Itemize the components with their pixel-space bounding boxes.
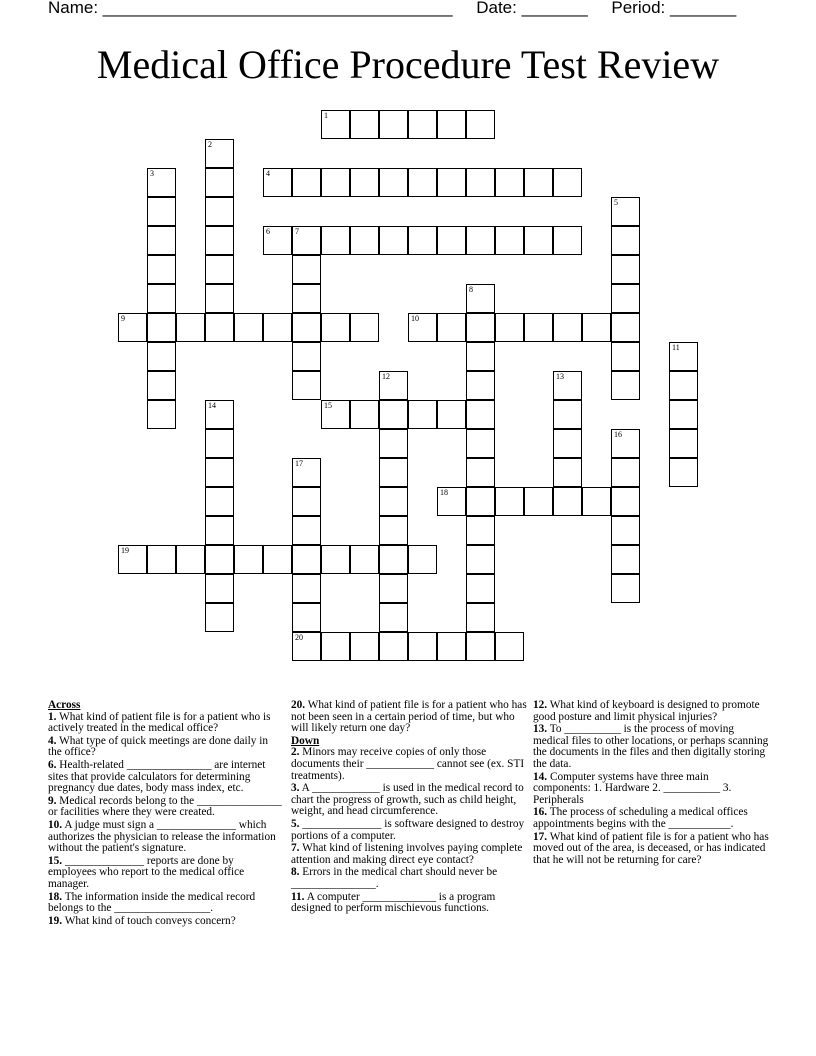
clue-number: 17 [295,459,303,468]
grid-cell[interactable] [553,226,582,255]
clue-label: 11. [291,890,305,903]
grid-cell[interactable] [205,487,234,516]
grid-cell[interactable] [379,516,408,545]
grid-cell[interactable] [205,197,234,226]
grid-cell[interactable] [669,458,698,487]
clue [533,807,769,830]
grid-cell[interactable] [611,255,640,284]
grid-cell[interactable] [379,168,408,197]
grid-cell[interactable] [553,168,582,197]
grid-cell[interactable] [582,487,611,516]
grid-cell[interactable] [350,226,379,255]
grid-cell[interactable] [437,632,466,661]
clue-number: 2 [208,140,212,149]
grid-cell[interactable] [408,168,437,197]
grid-cell[interactable] [205,516,234,545]
grid-cell[interactable] [466,400,495,429]
grid-cell[interactable] [350,110,379,139]
grid-cell[interactable] [669,371,698,400]
grid-cell[interactable] [379,458,408,487]
grid-cell[interactable] [321,168,350,197]
clue-text: A computer _____________ is a program designed to perform mischievous functions. [291,890,496,915]
grid-cell[interactable] [553,458,582,487]
grid-cell[interactable] [147,545,176,574]
grid-cell[interactable] [379,487,408,516]
grid-cell[interactable] [205,226,234,255]
clue [48,856,284,891]
grid-cell[interactable] [321,226,350,255]
clue-label: 10. [48,818,63,831]
grid-cell[interactable] [466,110,495,139]
clue-text: What type of quick meetings are done daily in the office? [48,734,269,759]
clue-number: 11 [672,343,680,352]
grid-cell[interactable] [408,226,437,255]
clue [533,700,769,723]
clue-label: 2. [291,746,300,759]
grid-cell[interactable] [205,603,234,632]
grid-cell[interactable] [553,487,582,516]
grid-cell[interactable] [234,313,263,342]
clue-number: 8 [469,285,473,294]
grid-cell[interactable] [611,487,640,516]
clue-number: 15 [324,401,332,410]
grid-cell[interactable] [205,313,234,342]
grid-cell[interactable] [350,313,379,342]
clue [48,796,284,819]
clue [533,724,769,770]
grid-cell[interactable] [292,603,321,632]
grid-cell[interactable] [147,400,176,429]
clue [48,892,284,915]
grid-cell[interactable] [118,545,147,574]
grid-cell[interactable] [176,313,205,342]
grid-cell[interactable] [292,458,321,487]
grid-cell[interactable] [321,313,350,342]
clue-label: 7. [291,842,300,855]
clue-text: What kind of patient file is for a patient who is actively treated in the medical office? [48,710,271,735]
grid-cell[interactable] [147,226,176,255]
grid-cell[interactable] [466,371,495,400]
grid-cell[interactable] [437,110,466,139]
grid-cell[interactable] [379,429,408,458]
clue-text: What kind of keyboard is designed to promote good posture and limit physical injuries? [533,699,760,723]
clue-label: 8. [291,866,300,879]
grid-cell[interactable] [350,400,379,429]
clue-text: To __________ is the process of moving medical files to other locations, or perhaps scanning the documents in the files and then digitally storing the data. [533,723,769,770]
clue-number: 7 [295,227,299,236]
clue-number: 19 [121,546,129,555]
grid-cell[interactable] [147,313,176,342]
grid-cell[interactable] [669,342,698,371]
clue-text: What kind of patient file is for a patient who has moved out of the area, is deceased, or has indicated that he will not be returning for care? [533,830,769,866]
grid-cell[interactable] [611,313,640,342]
grid-cell[interactable] [553,371,582,400]
grid-cell[interactable] [292,226,321,255]
clue-number: 3 [150,169,154,178]
clue-number: 4 [266,169,270,178]
name-date-period-line: Name: _____________________________________ Date: _______ Period: _______ [48,0,737,17]
clue [48,712,284,735]
grid-cell[interactable] [524,313,553,342]
clue [291,783,527,818]
grid-cell[interactable] [437,400,466,429]
grid-cell[interactable] [147,371,176,400]
clue-text: Errors in the medical chart should never be _______________. [291,866,498,890]
clue-label: 5. [291,817,300,830]
grid-cell[interactable] [408,110,437,139]
grid-cell[interactable] [437,313,466,342]
clue-label: 3. [291,782,300,795]
clue-label: 12. [533,699,548,711]
grid-cell[interactable] [495,226,524,255]
grid-cell[interactable] [669,429,698,458]
grid-cell[interactable] [466,545,495,574]
clue-label: 18. [48,890,63,903]
clue [48,820,284,855]
grid-cell[interactable] [495,632,524,661]
grid-cell[interactable] [321,632,350,661]
grid-cell[interactable] [350,168,379,197]
clue-text: What kind of listening involves paying complete attention and making direct eye contact? [291,842,523,866]
clue-label: 4. [48,734,57,747]
grid-cell[interactable] [205,139,234,168]
grid-cell[interactable] [408,545,437,574]
grid-cell[interactable] [379,632,408,661]
grid-cell[interactable] [379,110,408,139]
grid-cell[interactable] [292,632,321,661]
grid-cell[interactable] [466,632,495,661]
clue-number: 1 [324,111,328,120]
grid-cell[interactable] [611,545,640,574]
clue-column-2 [291,700,527,916]
grid-cell[interactable] [379,545,408,574]
clue [291,892,527,915]
clue-number: 6 [266,227,270,236]
grid-cell[interactable] [350,545,379,574]
clue-text: A judge must sign a ______________ which authorizes the physician to release the information without the patient's signature. [48,818,276,855]
page-title: Medical Office Procedure Test Review [96,42,720,87]
grid-cell[interactable] [205,574,234,603]
grid-cell[interactable] [321,545,350,574]
clue-label: 16. [533,806,548,819]
clue-text: Medical records belong to the _______________ or facilities where they were created. [48,794,282,819]
grid-cell[interactable] [147,255,176,284]
grid-cell[interactable] [408,313,437,342]
grid-cell[interactable] [669,400,698,429]
clue-label: 14. [533,770,548,783]
grid-cell[interactable] [466,342,495,371]
grid-cell[interactable] [524,226,553,255]
grid-cell[interactable] [437,168,466,197]
grid-cell[interactable] [379,574,408,603]
clue [533,832,769,867]
grid-cell[interactable] [292,516,321,545]
grid-cell[interactable] [205,545,234,574]
grid-cell[interactable] [205,255,234,284]
grid-cell[interactable] [611,429,640,458]
grid-cell[interactable] [263,545,292,574]
clue-text: ______________ is software designed to destroy portions of a computer. [291,817,525,842]
clue-number: 10 [411,314,419,323]
clue-label: 13. [533,723,548,736]
grid-cell[interactable] [437,226,466,255]
grid-cell[interactable] [205,400,234,429]
grid-cell[interactable] [263,168,292,197]
grid-cell[interactable] [611,284,640,313]
clue [291,700,527,735]
grid-cell[interactable] [292,487,321,516]
grid-cell[interactable] [321,110,350,139]
grid-cell[interactable] [205,429,234,458]
clue-number: 5 [614,198,618,207]
across-heading: Across [48,699,81,711]
grid-cell[interactable] [292,574,321,603]
grid-cell[interactable] [495,168,524,197]
grid-cell[interactable] [437,487,466,516]
clue [291,867,527,890]
grid-cell[interactable] [147,342,176,371]
grid-cell[interactable] [147,284,176,313]
clue-number: 9 [121,314,125,323]
clue-label: 17. [533,830,548,843]
grid-cell[interactable] [611,516,640,545]
grid-cell[interactable] [408,400,437,429]
clue [48,736,284,759]
clue-column-1 [48,700,284,928]
clue [291,819,527,842]
grid-cell[interactable] [379,371,408,400]
grid-cell[interactable] [466,429,495,458]
grid-cell[interactable] [611,574,640,603]
clue [48,760,284,795]
grid-cell[interactable] [466,226,495,255]
grid-cell[interactable] [466,516,495,545]
clue-label: 9. [48,794,57,807]
clue [48,916,284,928]
grid-cell[interactable] [292,168,321,197]
grid-cell[interactable] [611,342,640,371]
grid-cell[interactable] [205,284,234,313]
grid-cell[interactable] [147,168,176,197]
clue [533,772,769,807]
clue-text: Health-related _______________ are internet sites that provide calculators for determining pregnancy due dates, body mass index, etc. [48,758,266,795]
grid-cell[interactable] [205,168,234,197]
grid-cell[interactable] [292,342,321,371]
clue-number: 20 [295,633,303,642]
clue-text: A ____________ is used in the medical record to chart the progress of growth, such as child height, weight, and head circumference. [291,782,524,818]
clue-text: Computer systems have three main components: 1. Hardware 2. __________ 3. Peripherals [533,770,732,806]
grid-cell[interactable] [263,313,292,342]
grid-cell[interactable] [205,458,234,487]
grid-cell[interactable] [466,603,495,632]
grid-cell[interactable] [611,458,640,487]
grid-cell[interactable] [379,226,408,255]
grid-cell[interactable] [147,197,176,226]
grid-cell[interactable] [118,313,147,342]
grid-cell[interactable] [611,197,640,226]
clue-text: The process of scheduling a medical offices appointments begins with the ___________. [533,806,748,830]
grid-cell[interactable] [611,371,640,400]
grid-cell[interactable] [553,429,582,458]
grid-cell[interactable] [234,545,263,574]
grid-cell[interactable] [466,313,495,342]
grid-cell[interactable] [495,487,524,516]
grid-cell[interactable] [495,313,524,342]
clue-number: 14 [208,401,216,410]
grid-cell[interactable] [379,400,408,429]
grid-cell[interactable] [350,632,379,661]
clue-number: 16 [614,430,622,439]
clue-text: What kind of touch conveys concern? [62,914,236,927]
clue-label: 20. [291,699,306,711]
grid-cell[interactable] [611,226,640,255]
grid-cell[interactable] [292,313,321,342]
clue-number: 18 [440,488,448,497]
grid-cell[interactable] [524,168,553,197]
grid-cell[interactable] [466,487,495,516]
clue-text: Minors may receive copies of only those documents their ____________ cannot see (ex. STI treatments). [291,746,525,782]
clue [291,747,527,782]
grid-cell[interactable] [466,574,495,603]
grid-cell[interactable] [466,284,495,313]
clue-label: 6. [48,758,57,771]
clue [291,843,527,866]
clue-label: 19. [48,914,63,927]
grid-cell[interactable] [379,603,408,632]
clue-text: The information inside the medical record belongs to the _________________. [48,890,256,915]
grid-cell[interactable] [582,313,611,342]
down-heading: Down [291,734,320,747]
grid-cell[interactable] [292,545,321,574]
grid-cell[interactable] [292,284,321,313]
grid-cell[interactable] [408,632,437,661]
clue-text: ______________ reports are done by employees who report to the medical office manager. [48,854,245,890]
clue-number: 12 [382,372,390,381]
grid-cell[interactable] [466,168,495,197]
grid-cell[interactable] [553,313,582,342]
clue-number: 13 [556,372,564,381]
grid-cell[interactable] [292,255,321,284]
grid-cell[interactable] [524,487,553,516]
grid-cell[interactable] [321,400,350,429]
clue-text: What kind of patient file is for a patient who has not been seen in a certain period of time, but who will likely return one day? [291,699,527,735]
grid-cell[interactable] [292,371,321,400]
clue-label: 15. [48,854,63,867]
grid-cell[interactable] [553,400,582,429]
grid-cell[interactable] [176,545,205,574]
clue-column-3 [533,700,769,867]
grid-cell[interactable] [263,226,292,255]
clue-label: 1. [48,710,57,723]
grid-cell[interactable] [466,458,495,487]
